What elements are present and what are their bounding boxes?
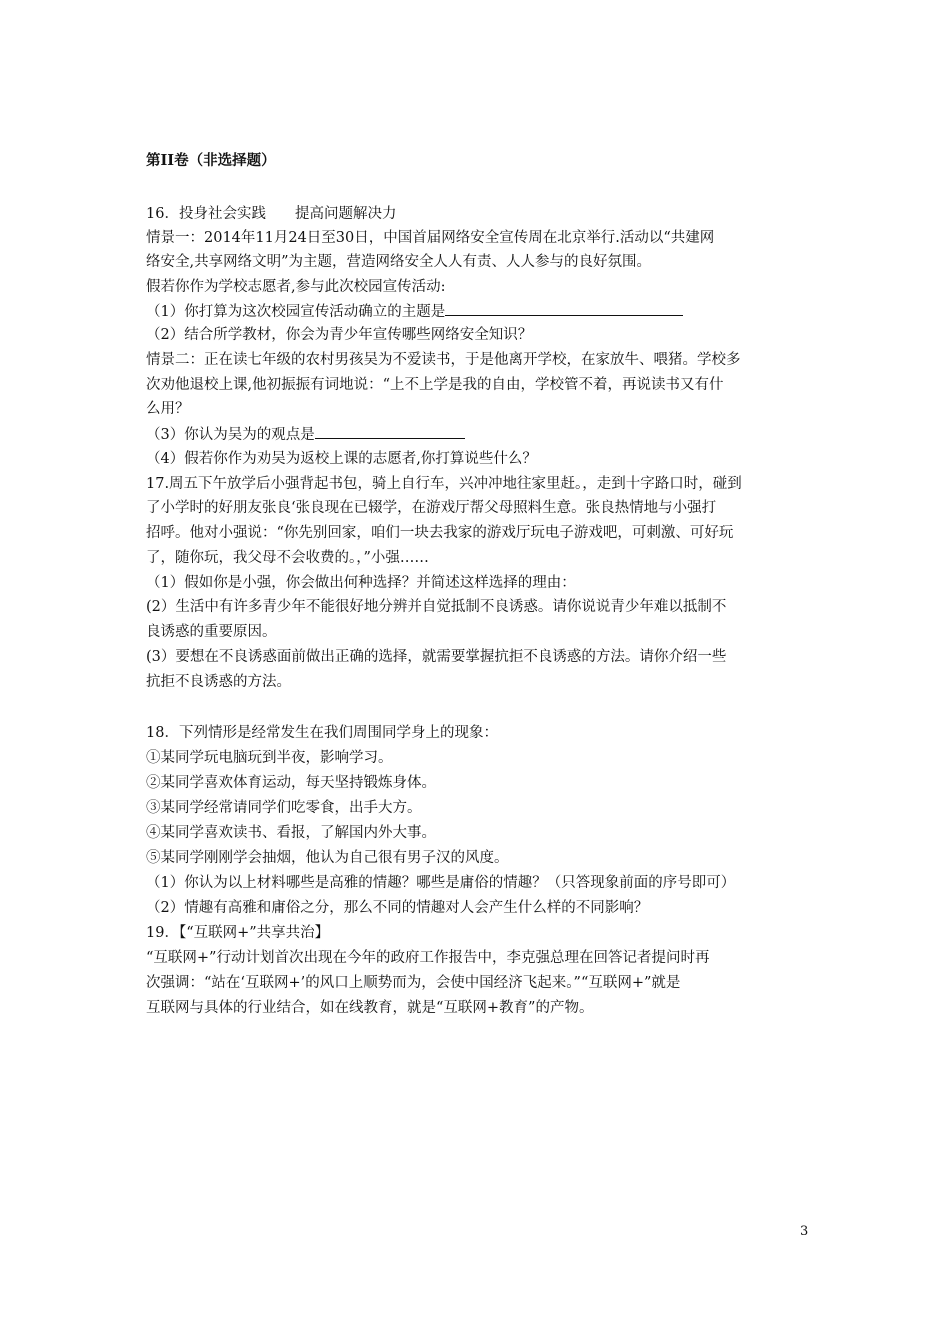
q17-line: 了，随你玩，我父母不会收费的。，”小强……: [146, 550, 429, 566]
q19-line: “互联网+”行动计划首次出现在今年的政府工作报告中，李克强总理在回答记者提问时再: [146, 950, 710, 966]
q16-sub3: [146, 423, 465, 446]
q16-sub2: （2）结合所学教材，你会为青少年宣传哪些网络安全知识？: [146, 327, 533, 343]
q19-line: 次强调：“站在‘互联网+’的风口上顺势而为，会使中国经济飞起来。”“互联网+”就是: [146, 975, 681, 991]
q16-scene2-line: 情景二：正在读七年级的农村男孩吴为不爱读书，于是他离开学校，在家放牛、喂猪。学校多: [146, 352, 741, 368]
q16-sub4: （4）假若你作为劝吴为返校上课的志愿者,你打算说些什么？: [146, 451, 537, 467]
q18-item: ③某同学经常请同学们吃零食，出手大方。: [146, 800, 422, 816]
q16-intro: 假若你作为学校志愿者,参与此次校园宣传活动:: [146, 279, 446, 295]
section-title: 第II卷（非选择题）: [146, 152, 276, 169]
q17-sub1: （1）假如你是小强，你会做出何种选择？并简述这样选择的理由：: [146, 575, 576, 591]
q17-line: 17.周五下午放学后小强背起书包，骑上自行车，兴冲冲地往家里赶。，走到十字路口时，碰到: [146, 476, 742, 492]
q17-sub2-line: (2）生活中有许多青少年不能很好地分辨并自觉抵制不良诱惑。请你说说青少年难以抵制不: [146, 599, 727, 615]
q18-item: ②某同学喜欢体育运动，每天坚持锻炼身体。: [146, 775, 436, 791]
q16-heading: 16．投身社会实践 提高问题解决力: [146, 206, 397, 222]
q18-sub1: （1）你认为以上材料哪些是高雅的情趣？哪些是庸俗的情趣？（只答现象前面的序号即可）: [146, 875, 736, 891]
q16-scene2-line: 么用？: [146, 401, 190, 417]
q16-sub3-text: （3）你认为吴为的观点是: [146, 427, 315, 443]
q17-sub2-line: 良诱惑的重要原因。: [146, 624, 277, 640]
q16-sub1: [146, 300, 683, 323]
q17-line: 招呼。他对小强说：“你先别回家，咱们一块去我家的游戏厅玩电子游戏吧，可刺激、可好玩: [146, 525, 734, 541]
q19-heading: 19．【“互联网+”共享共治】: [146, 925, 330, 941]
q17-line: 了小学时的好朋友张良‘张良现在已辍学，在游戏厅帮父母照料生意。张良热情地与小强打: [146, 500, 717, 516]
page-number: 3: [800, 1224, 809, 1239]
q16-scene1-line: 络安全,共享网络文明”为主题，营造网络安全人人有责、人人参与的良好氛围。: [146, 254, 652, 270]
q18-item: ⑤某同学刚刚学会抽烟，他认为自己很有男子汉的风度。: [146, 850, 509, 866]
q16-scene2-line: 次劝他退校上课,他初振振有词地说：“上不上学是我的自由，学校管不着，再说读书又有什: [146, 377, 724, 393]
q18-item: ①某同学玩电脑玩到半夜，影响学习。: [146, 750, 393, 766]
q19-line: 互联网与具体的行业结合，如在线教育，就是“互联网+教育”的产物。: [146, 1000, 594, 1016]
answer-blank: [315, 423, 465, 439]
q18-heading: 18．下列情形是经常发生在我们周围同学身上的现象：: [146, 725, 498, 741]
q16-sub1-text: （1）你打算为这次校园宣传活动确立的主题是: [146, 304, 446, 320]
answer-blank: [445, 300, 683, 316]
q18-item: ④某同学喜欢读书、看报，了解国内外大事。: [146, 825, 436, 841]
q17-sub3-line: 抗拒不良诱惑的方法。: [146, 674, 291, 690]
q17-sub3-line: (3）要想在不良诱惑面前做出正确的选择，就需要掌握抗拒不良诱惑的方法。请你介绍一些: [146, 649, 727, 665]
q16-scene1-line: 情景一：2014年11月24日至30日，中国首届网络安全宣传周在北京举行.活动以“共建网: [146, 230, 715, 246]
q18-sub2: （2）情趣有高雅和庸俗之分，那么不同的情趣对人会产生什么样的不同影响？: [146, 900, 649, 916]
